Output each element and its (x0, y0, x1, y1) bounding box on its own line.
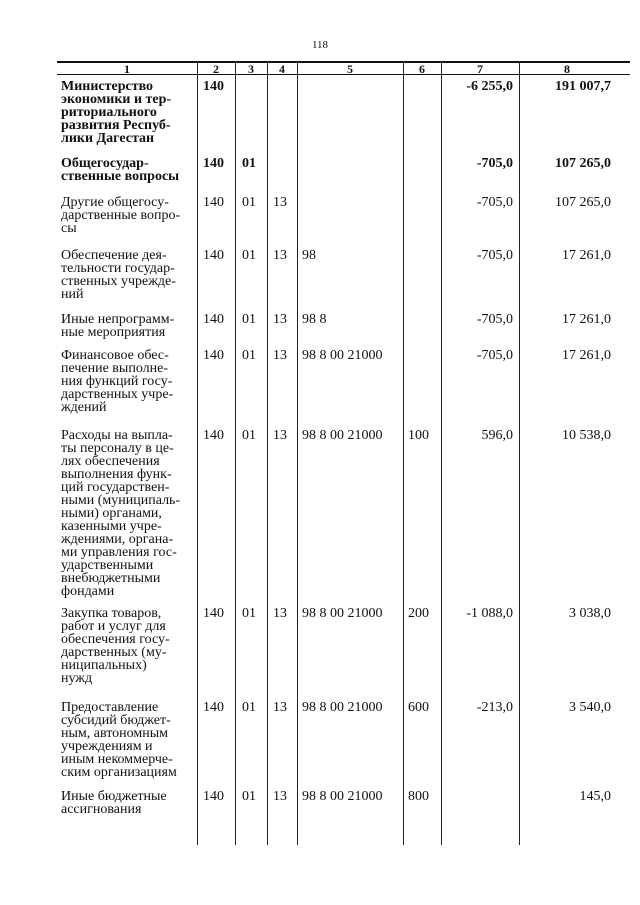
cell-c6: 200 (408, 606, 429, 621)
cell-c2: 140 (203, 700, 224, 715)
cell-c4: 13 (273, 606, 287, 621)
page-number: 118 (311, 39, 329, 51)
column-divider (235, 63, 236, 845)
cell-c3: 01 (242, 348, 256, 363)
cell-c2: 140 (203, 606, 224, 621)
cell-c8: 17 261,0 (562, 348, 611, 363)
cell-c6: 600 (408, 700, 429, 715)
cell-c5: 98 8 (302, 312, 327, 327)
cell-c5: 98 8 00 21000 (302, 789, 383, 804)
cell-c2: 140 (203, 428, 224, 443)
cell-c8: 17 261,0 (562, 248, 611, 263)
cell-c8: 17 261,0 (562, 312, 611, 327)
cell-name: Другие общегосу- дарственные вопро- сы (61, 195, 181, 236)
column-header: 1 (124, 62, 130, 76)
cell-name: Предоставление субсидий бюджет- ным, автономным учреждениям и иным некоммерче- ским организациям (61, 700, 177, 780)
cell-name: Общегосудар- ственные вопросы (61, 156, 180, 184)
cell-c7: -6 255,0 (466, 79, 513, 94)
cell-c6: 100 (408, 428, 429, 443)
cell-c8: 3 038,0 (569, 606, 611, 621)
cell-name: Закупка товаров, работ и услуг для обеспечения госу- дарственных (му- ниципальных) нужд (61, 606, 170, 686)
column-divider (403, 63, 404, 845)
column-divider (267, 63, 268, 845)
cell-c7: -705,0 (476, 156, 513, 171)
column-header: 3 (248, 62, 254, 76)
cell-c6: 800 (408, 789, 429, 804)
cell-c2: 140 (203, 248, 224, 263)
cell-name: Финансовое обес- печение выполне- ния функций госу- дарственных учре- ждений (61, 348, 174, 415)
column-divider (519, 63, 520, 845)
cell-c2: 140 (203, 789, 224, 804)
cell-c7: -705,0 (476, 312, 513, 327)
column-header: 4 (279, 62, 285, 76)
cell-name: Иные бюджетные ассигнования (61, 789, 167, 817)
cell-c2: 140 (203, 156, 224, 171)
cell-c3: 01 (242, 606, 256, 621)
cell-c3: 01 (242, 195, 256, 210)
cell-c4: 13 (273, 348, 287, 363)
cell-c3: 01 (242, 156, 256, 171)
cell-c3: 01 (242, 700, 256, 715)
cell-c8: 3 540,0 (569, 700, 611, 715)
cell-c4: 13 (273, 789, 287, 804)
cell-c2: 140 (203, 195, 224, 210)
cell-c8: 107 265,0 (555, 156, 611, 171)
cell-c7: -705,0 (476, 348, 513, 363)
column-header: 6 (419, 62, 425, 76)
cell-c4: 13 (273, 248, 287, 263)
column-header: 5 (347, 62, 353, 76)
cell-c7: -213,0 (476, 700, 513, 715)
cell-c7: -1 088,0 (466, 606, 513, 621)
column-header: 2 (213, 62, 219, 76)
cell-c5: 98 8 00 21000 (302, 428, 383, 443)
cell-c7: -705,0 (476, 195, 513, 210)
cell-c4: 13 (273, 195, 287, 210)
cell-c7: -705,0 (476, 248, 513, 263)
cell-c8: 10 538,0 (562, 428, 611, 443)
cell-c3: 01 (242, 248, 256, 263)
cell-c8: 145,0 (579, 789, 611, 804)
column-divider (197, 63, 198, 845)
cell-c4: 13 (273, 700, 287, 715)
cell-c7: 596,0 (481, 428, 513, 443)
cell-c5: 98 8 00 21000 (302, 700, 383, 715)
cell-c5: 98 (302, 248, 316, 263)
cell-c4: 13 (273, 428, 287, 443)
cell-name: Обеспечение дея- тельности государ- ственных учрежде- ний (61, 248, 176, 302)
cell-c3: 01 (242, 312, 256, 327)
cell-name: Иные непрограмм- ные мероприятия (61, 312, 175, 340)
column-header: 7 (477, 62, 483, 76)
cell-c8: 191 007,7 (555, 79, 611, 94)
cell-c2: 140 (203, 348, 224, 363)
column-divider (441, 63, 442, 845)
cell-c2: 140 (203, 312, 224, 327)
cell-name: Министерство экономики и тер- риториального развития Респуб- лики Дагестан (61, 79, 172, 146)
column-header: 8 (564, 62, 570, 76)
cell-c8: 107 265,0 (555, 195, 611, 210)
cell-c4: 13 (273, 312, 287, 327)
cell-c3: 01 (242, 789, 256, 804)
cell-c2: 140 (203, 79, 224, 94)
cell-c5: 98 8 00 21000 (302, 348, 383, 363)
column-divider (297, 63, 298, 845)
cell-c3: 01 (242, 428, 256, 443)
cell-name: Расходы на выпла- ты персоналу в це- лях обеспечения выполнения функ- ций государствен- ными (муниципаль- ными) органами, казенными учре- ждениями, органа- ми управления гос- ударственными внебюджетными фондами (61, 428, 181, 599)
cell-c5: 98 8 00 21000 (302, 606, 383, 621)
